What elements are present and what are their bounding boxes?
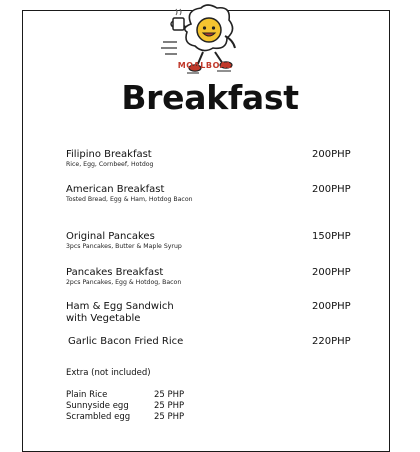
- item-name: Original Pancakes: [66, 231, 155, 242]
- item-description: 2pcs Pancakes, Egg & Hotdog, Bacon: [66, 279, 182, 286]
- item-name: American Breakfast: [66, 184, 165, 195]
- extras-heading: Extra (not included): [66, 368, 151, 378]
- extra-name: Scrambled egg: [66, 412, 131, 422]
- extra-name: Plain Rice: [66, 390, 108, 400]
- extra-name: Sunnyside egg: [66, 401, 129, 411]
- item-price: 200PHP: [312, 149, 351, 160]
- item-price: 200PHP: [312, 184, 351, 195]
- item-description: Tosted Bread, Egg & Ham, Hotdog Bacon: [66, 196, 193, 203]
- menu-item: [66, 301, 196, 325]
- item-name: Filipino Breakfast: [66, 149, 152, 160]
- extra-price: 25 PHP: [154, 390, 185, 400]
- page-title: Breakfast: [121, 78, 299, 117]
- brand-name: MOALBOAL: [177, 61, 233, 70]
- item-name: Pancakes Breakfast: [66, 267, 164, 278]
- item-price: 200PHP: [312, 301, 351, 312]
- item-price: 150PHP: [312, 231, 351, 242]
- extra-price: 25 PHP: [154, 401, 185, 411]
- menu-item: [66, 184, 206, 204]
- item-description: Rice, Egg, Cornbeef, Hotdog: [66, 161, 154, 168]
- item-price: 220PHP: [312, 336, 351, 347]
- item-name: Garlic Bacon Fried Rice: [68, 336, 184, 347]
- extra-price: 25 PHP: [154, 412, 185, 422]
- item-price: 200PHP: [312, 267, 351, 278]
- item-name: Ham & Egg Sandwich with Vegetable: [66, 301, 174, 324]
- item-description: 3pcs Pancakes, Butter & Maple Syrup: [66, 243, 182, 250]
